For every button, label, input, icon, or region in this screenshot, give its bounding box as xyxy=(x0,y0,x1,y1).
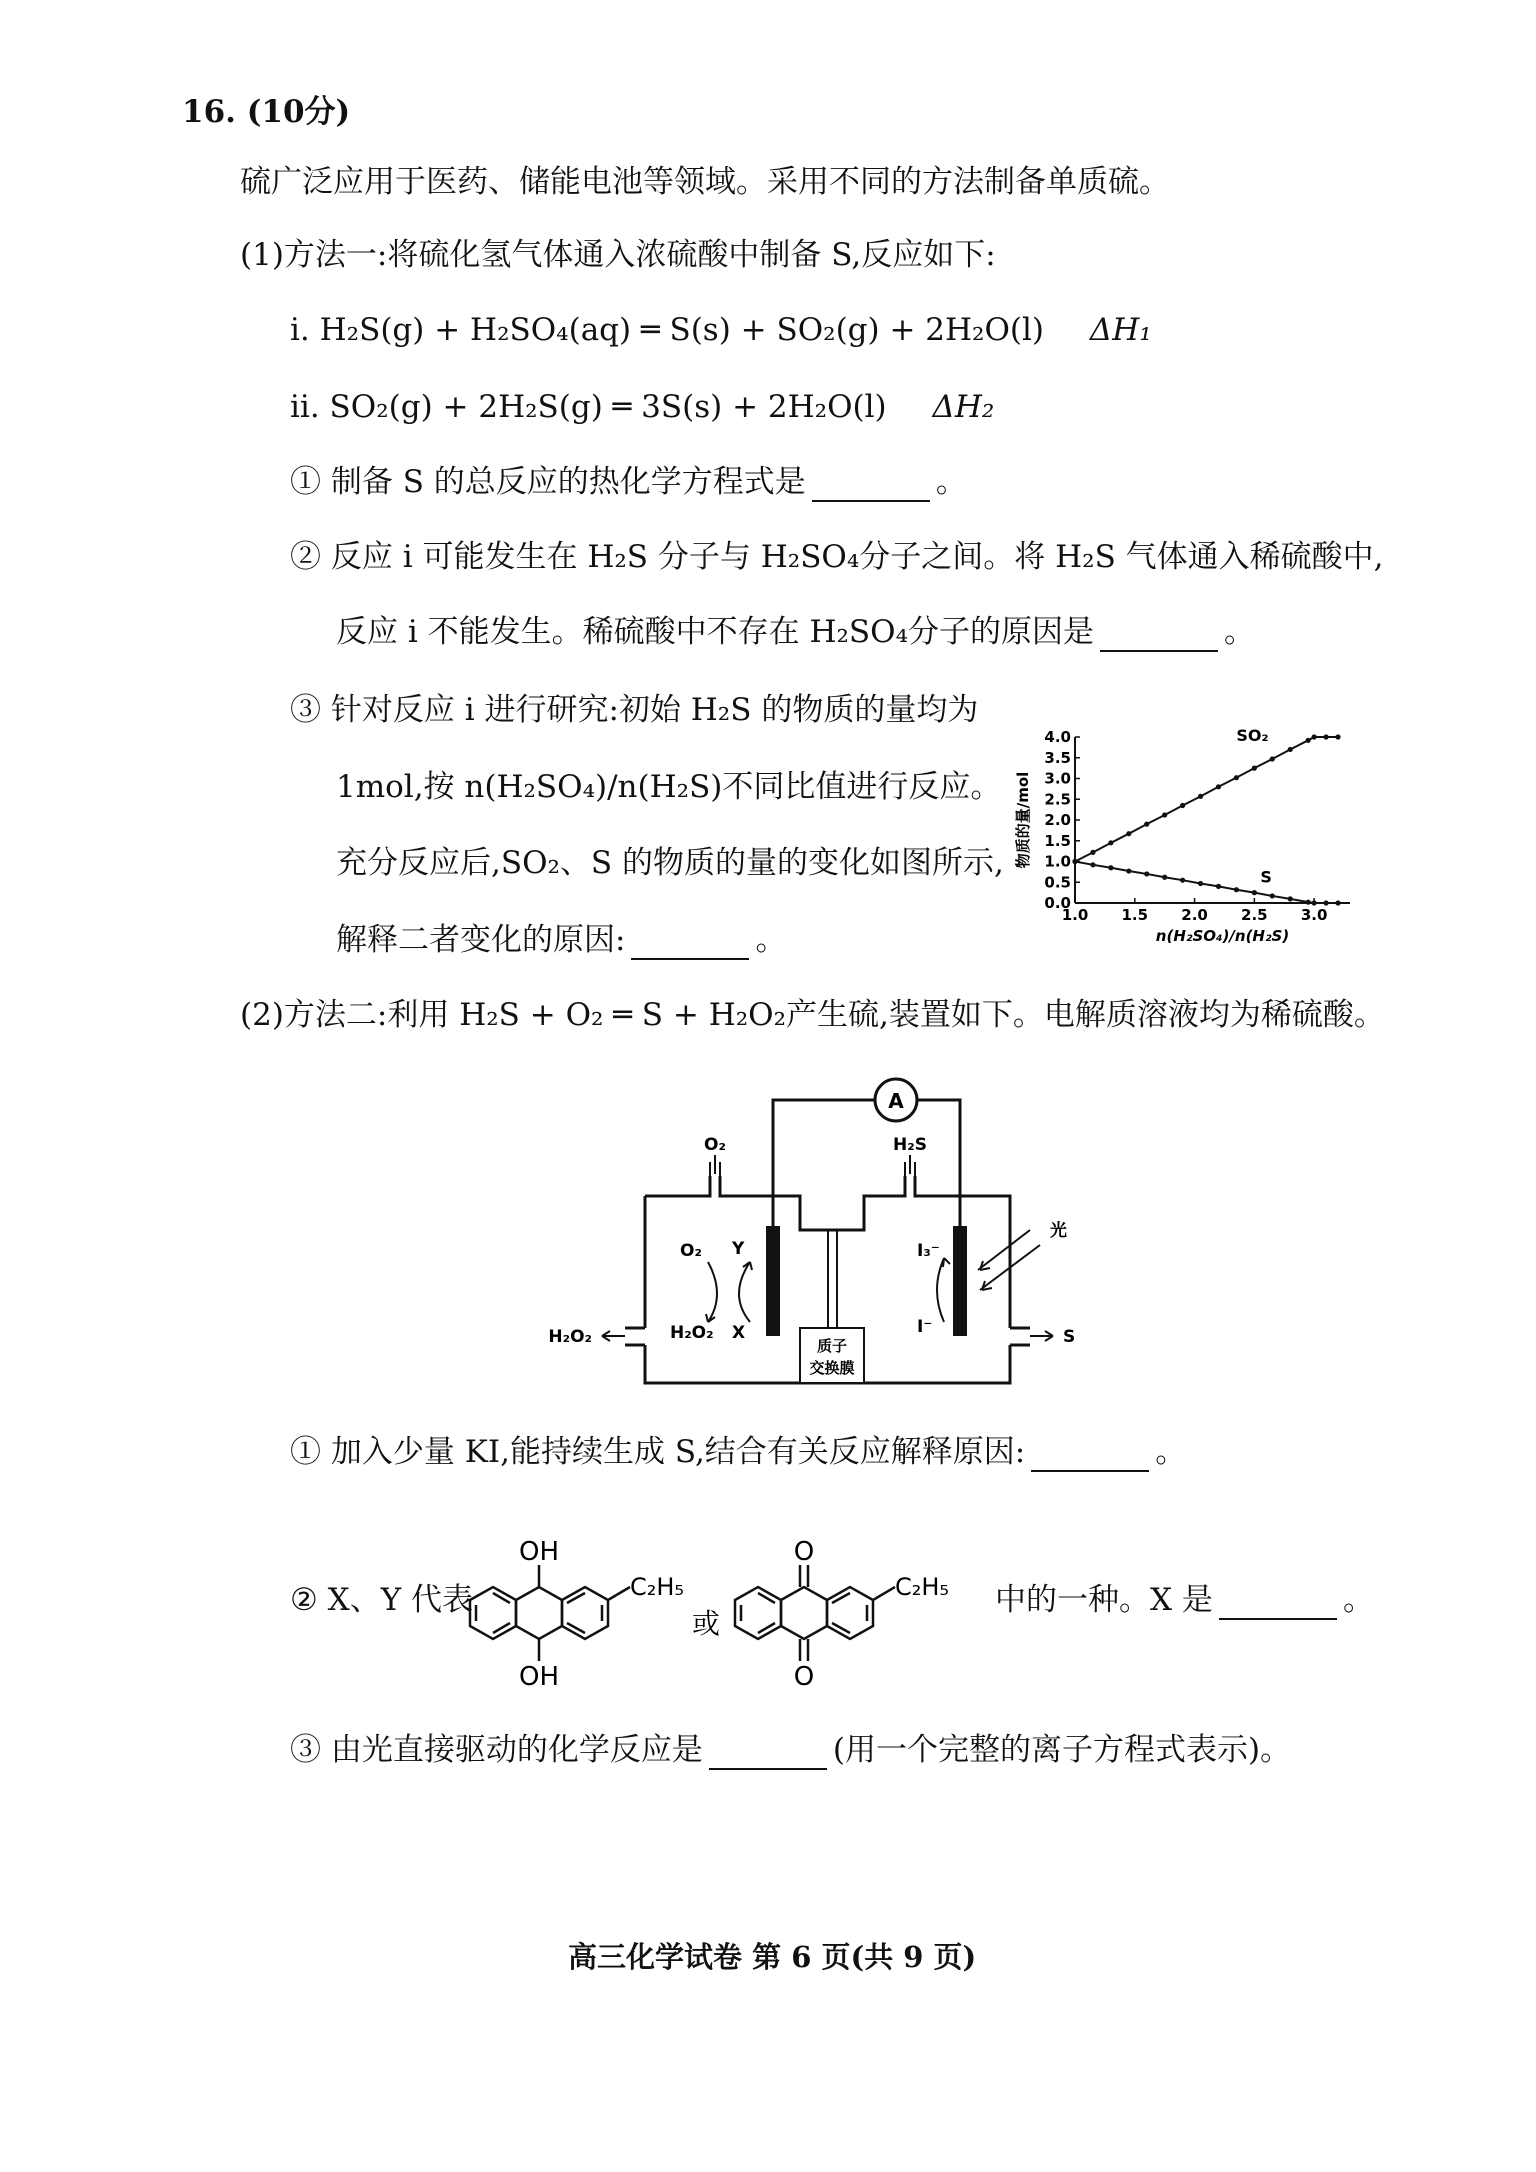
left-y-label: Y xyxy=(732,1239,745,1259)
y-tick-label: 4.0 xyxy=(1044,728,1071,746)
chart xyxy=(1010,725,1370,965)
x-tick-label: 1.0 xyxy=(1061,906,1089,924)
mol1-ethyl-group: C₂H₅ xyxy=(630,1573,685,1601)
o2-inlet-label: O₂ xyxy=(704,1135,726,1155)
apparatus-diagram xyxy=(530,1070,1110,1400)
ring-5 xyxy=(781,1587,827,1639)
data-point xyxy=(1312,900,1317,905)
data-point xyxy=(1126,831,1131,836)
membrane-label-2: 交换膜 xyxy=(809,1359,855,1377)
data-point xyxy=(1216,884,1221,889)
y-tick-label: 3.5 xyxy=(1044,748,1071,767)
reaction-i-enthalpy: ΔH₁ xyxy=(1089,312,1152,348)
reaction-ii-equation: SO₂(g) + 2H₂S(g) ═ 3S(s) + 2H₂O(l) xyxy=(329,389,887,425)
series-line-so2 xyxy=(1075,737,1338,862)
left-bottom-species: H₂O₂ xyxy=(670,1323,714,1343)
reaction-i-tag: ⅰ. xyxy=(290,312,310,348)
right-bottom-ion: I⁻ xyxy=(917,1317,933,1337)
circuit-wire-left xyxy=(773,1100,875,1226)
data-point xyxy=(1306,900,1311,905)
x-tick-label: 3.0 xyxy=(1300,906,1328,924)
data-point xyxy=(1162,812,1167,817)
data-point xyxy=(1216,784,1221,789)
x-tick-label: 1.5 xyxy=(1121,906,1149,924)
answer-blank[interactable] xyxy=(1219,1588,1337,1620)
data-point xyxy=(1252,766,1257,771)
mol2-ethyl-group: C₂H₅ xyxy=(895,1573,950,1601)
data-point xyxy=(1198,794,1203,799)
answer-blank[interactable] xyxy=(631,928,749,960)
ring-6-double-bonds xyxy=(832,1593,867,1633)
right-outlet xyxy=(1010,1328,1030,1345)
data-point xyxy=(1306,738,1311,743)
y-tick-label: 1.0 xyxy=(1044,852,1071,871)
right-arc-arrowhead xyxy=(943,1258,950,1267)
left-top-species: O₂ xyxy=(680,1241,702,1261)
reaction-ii-enthalpy: ΔH₂ xyxy=(932,389,995,425)
data-point xyxy=(1108,865,1113,870)
right-top-ion: I₃⁻ xyxy=(917,1241,940,1261)
part1-q3-line1: ③ 针对反应 ⅰ 进行研究:初始 H₂S 的物质的量均为 xyxy=(290,692,979,728)
mol2-top-group: O xyxy=(793,1537,815,1567)
part1-q3-line4: 解释二者变化的原因: 。 xyxy=(336,922,787,958)
part1-q2-line1: ② 反应 ⅰ 可能发生在 H₂S 分子与 H₂SO₄分子之间。将 H₂S 气体通入稀硫酸中, xyxy=(290,539,1384,575)
data-point xyxy=(1180,803,1185,808)
data-point xyxy=(1162,875,1167,880)
question-intro: 硫广泛应用于医药、储能电池等领域。采用不同的方法制备单质硫。 xyxy=(240,164,1170,200)
answer-blank[interactable] xyxy=(1100,620,1218,652)
data-point xyxy=(1270,893,1275,898)
left-outlet xyxy=(625,1328,645,1345)
part1-label: (1)方法一:将硫化氢气体通入浓硫酸中制备 S,反应如下: xyxy=(240,237,996,273)
part2-q1: ① 加入少量 KI,能持续生成 S,结合有关反应解释原因: 。 xyxy=(290,1434,1187,1470)
part1-q3-line3: 充分反应后,SO₂、S 的物质的量的变化如图所示, xyxy=(336,845,1004,881)
molecule-quinone xyxy=(735,1565,895,1661)
part2-label: (2)方法二:利用 H₂S + O₂ ═ S + H₂O₂产生硫,装置如下。电解质溶液均为稀硫酸。 xyxy=(240,997,1385,1033)
x-tick-label: 2.0 xyxy=(1181,906,1208,924)
y-tick-label: 2.0 xyxy=(1044,811,1071,829)
question-points: (10分) xyxy=(246,94,351,130)
data-point xyxy=(1335,900,1340,905)
ethyl-bond-2 xyxy=(873,1587,895,1600)
or-word: 或 xyxy=(692,1607,721,1640)
data-point xyxy=(1234,775,1239,780)
ring-3-double-bonds xyxy=(567,1593,602,1633)
molecule-hydroquinone xyxy=(470,1565,630,1661)
answer-blank[interactable] xyxy=(1031,1440,1149,1472)
h2o2-out-label: H₂O₂ xyxy=(548,1327,592,1347)
data-point xyxy=(1108,840,1113,845)
data-point xyxy=(1234,887,1239,892)
reaction-i-equation: H₂S(g) + H₂SO₄(aq) ═ S(s) + SO₂(g) + 2H₂O(l) xyxy=(319,312,1044,348)
series-label: S xyxy=(1260,867,1272,887)
part2-q2-prefix: ② X、Y 代表 xyxy=(290,1582,474,1618)
y-tick-label: 0.0 xyxy=(1044,894,1071,912)
x-axis-label: n(H₂SO₄)/n(H₂S) xyxy=(1155,927,1290,945)
membrane-lines xyxy=(828,1230,837,1328)
answer-blank[interactable] xyxy=(709,1738,827,1770)
reaction-i xyxy=(290,310,1152,350)
question-number: 16. xyxy=(182,94,236,130)
series-line-s xyxy=(1075,862,1338,904)
data-point xyxy=(1323,734,1328,739)
y-tick-label: 0.5 xyxy=(1044,873,1071,892)
data-point xyxy=(1090,862,1095,867)
data-point xyxy=(1180,878,1185,883)
x-tick-label: 2.5 xyxy=(1241,906,1268,924)
data-point xyxy=(1144,871,1149,876)
page-footer: 高三化学试卷 第 6 页(共 9 页) xyxy=(568,1940,977,1974)
data-point xyxy=(1312,734,1317,739)
circuit-wire-right xyxy=(917,1100,960,1226)
left-arc-2 xyxy=(739,1262,750,1322)
part1-q3-line2: 1mol,按 n(H₂SO₄)/n(H₂S)不同比值进行反应。 xyxy=(336,769,1002,805)
left-arc-1 xyxy=(708,1262,717,1322)
ammeter-label: A xyxy=(888,1089,904,1113)
data-point xyxy=(1072,859,1077,864)
ring-2 xyxy=(516,1587,562,1639)
mol1-bottom-group: OH xyxy=(518,1662,560,1692)
y-tick-label: 3.0 xyxy=(1044,769,1071,788)
part1-q2-line2: 反应 ⅰ 不能发生。稀硫酸中不存在 H₂SO₄分子的原因是 。 xyxy=(336,614,1256,650)
structure-figures xyxy=(460,1505,1000,1705)
question-header xyxy=(182,92,350,132)
y-tick-label: 2.5 xyxy=(1044,790,1071,809)
data-point xyxy=(1270,756,1275,761)
part2-q2-suffix: 中的一种。X 是 。 xyxy=(995,1582,1374,1618)
part2-q3: ③ 由光直接驱动的化学反应是 (用一个完整的离子方程式表示)。 xyxy=(290,1732,1292,1768)
y-tick-label: 1.5 xyxy=(1044,831,1071,850)
data-point xyxy=(1323,900,1328,905)
data-point xyxy=(1126,868,1131,873)
data-point xyxy=(1252,890,1257,895)
carbonyl-bonds xyxy=(800,1565,808,1661)
h2s-inlet-label: H₂S xyxy=(893,1135,927,1155)
left-x-label: X xyxy=(732,1323,746,1343)
data-point xyxy=(1335,734,1340,739)
data-point xyxy=(1198,881,1203,886)
ring-4-double-bonds xyxy=(741,1593,775,1633)
reaction-ii-tag: ⅱ. xyxy=(290,389,320,425)
y-axis-label: 物质的量/mol xyxy=(1014,771,1032,869)
right-electrode xyxy=(953,1226,967,1336)
mol2-bottom-group: O xyxy=(793,1662,815,1692)
mol1-top-group: OH xyxy=(518,1537,560,1567)
answer-blank[interactable] xyxy=(812,470,930,502)
data-point xyxy=(1144,822,1149,827)
s-out-label: S xyxy=(1063,1327,1076,1347)
light-label: 光 xyxy=(1050,1221,1067,1241)
ethyl-bond-1 xyxy=(608,1587,630,1600)
left-electrode xyxy=(766,1226,780,1336)
right-arc xyxy=(937,1258,944,1322)
ring-1-double-bonds xyxy=(476,1593,510,1633)
series-label: SO₂ xyxy=(1236,726,1269,745)
membrane-label-1: 质子 xyxy=(816,1337,848,1355)
part1-q1: ① 制备 S 的总反应的热化学方程式是 。 xyxy=(290,464,967,500)
reaction-ii xyxy=(290,387,994,427)
data-point xyxy=(1288,747,1293,752)
data-point xyxy=(1090,850,1095,855)
data-point xyxy=(1288,896,1293,901)
